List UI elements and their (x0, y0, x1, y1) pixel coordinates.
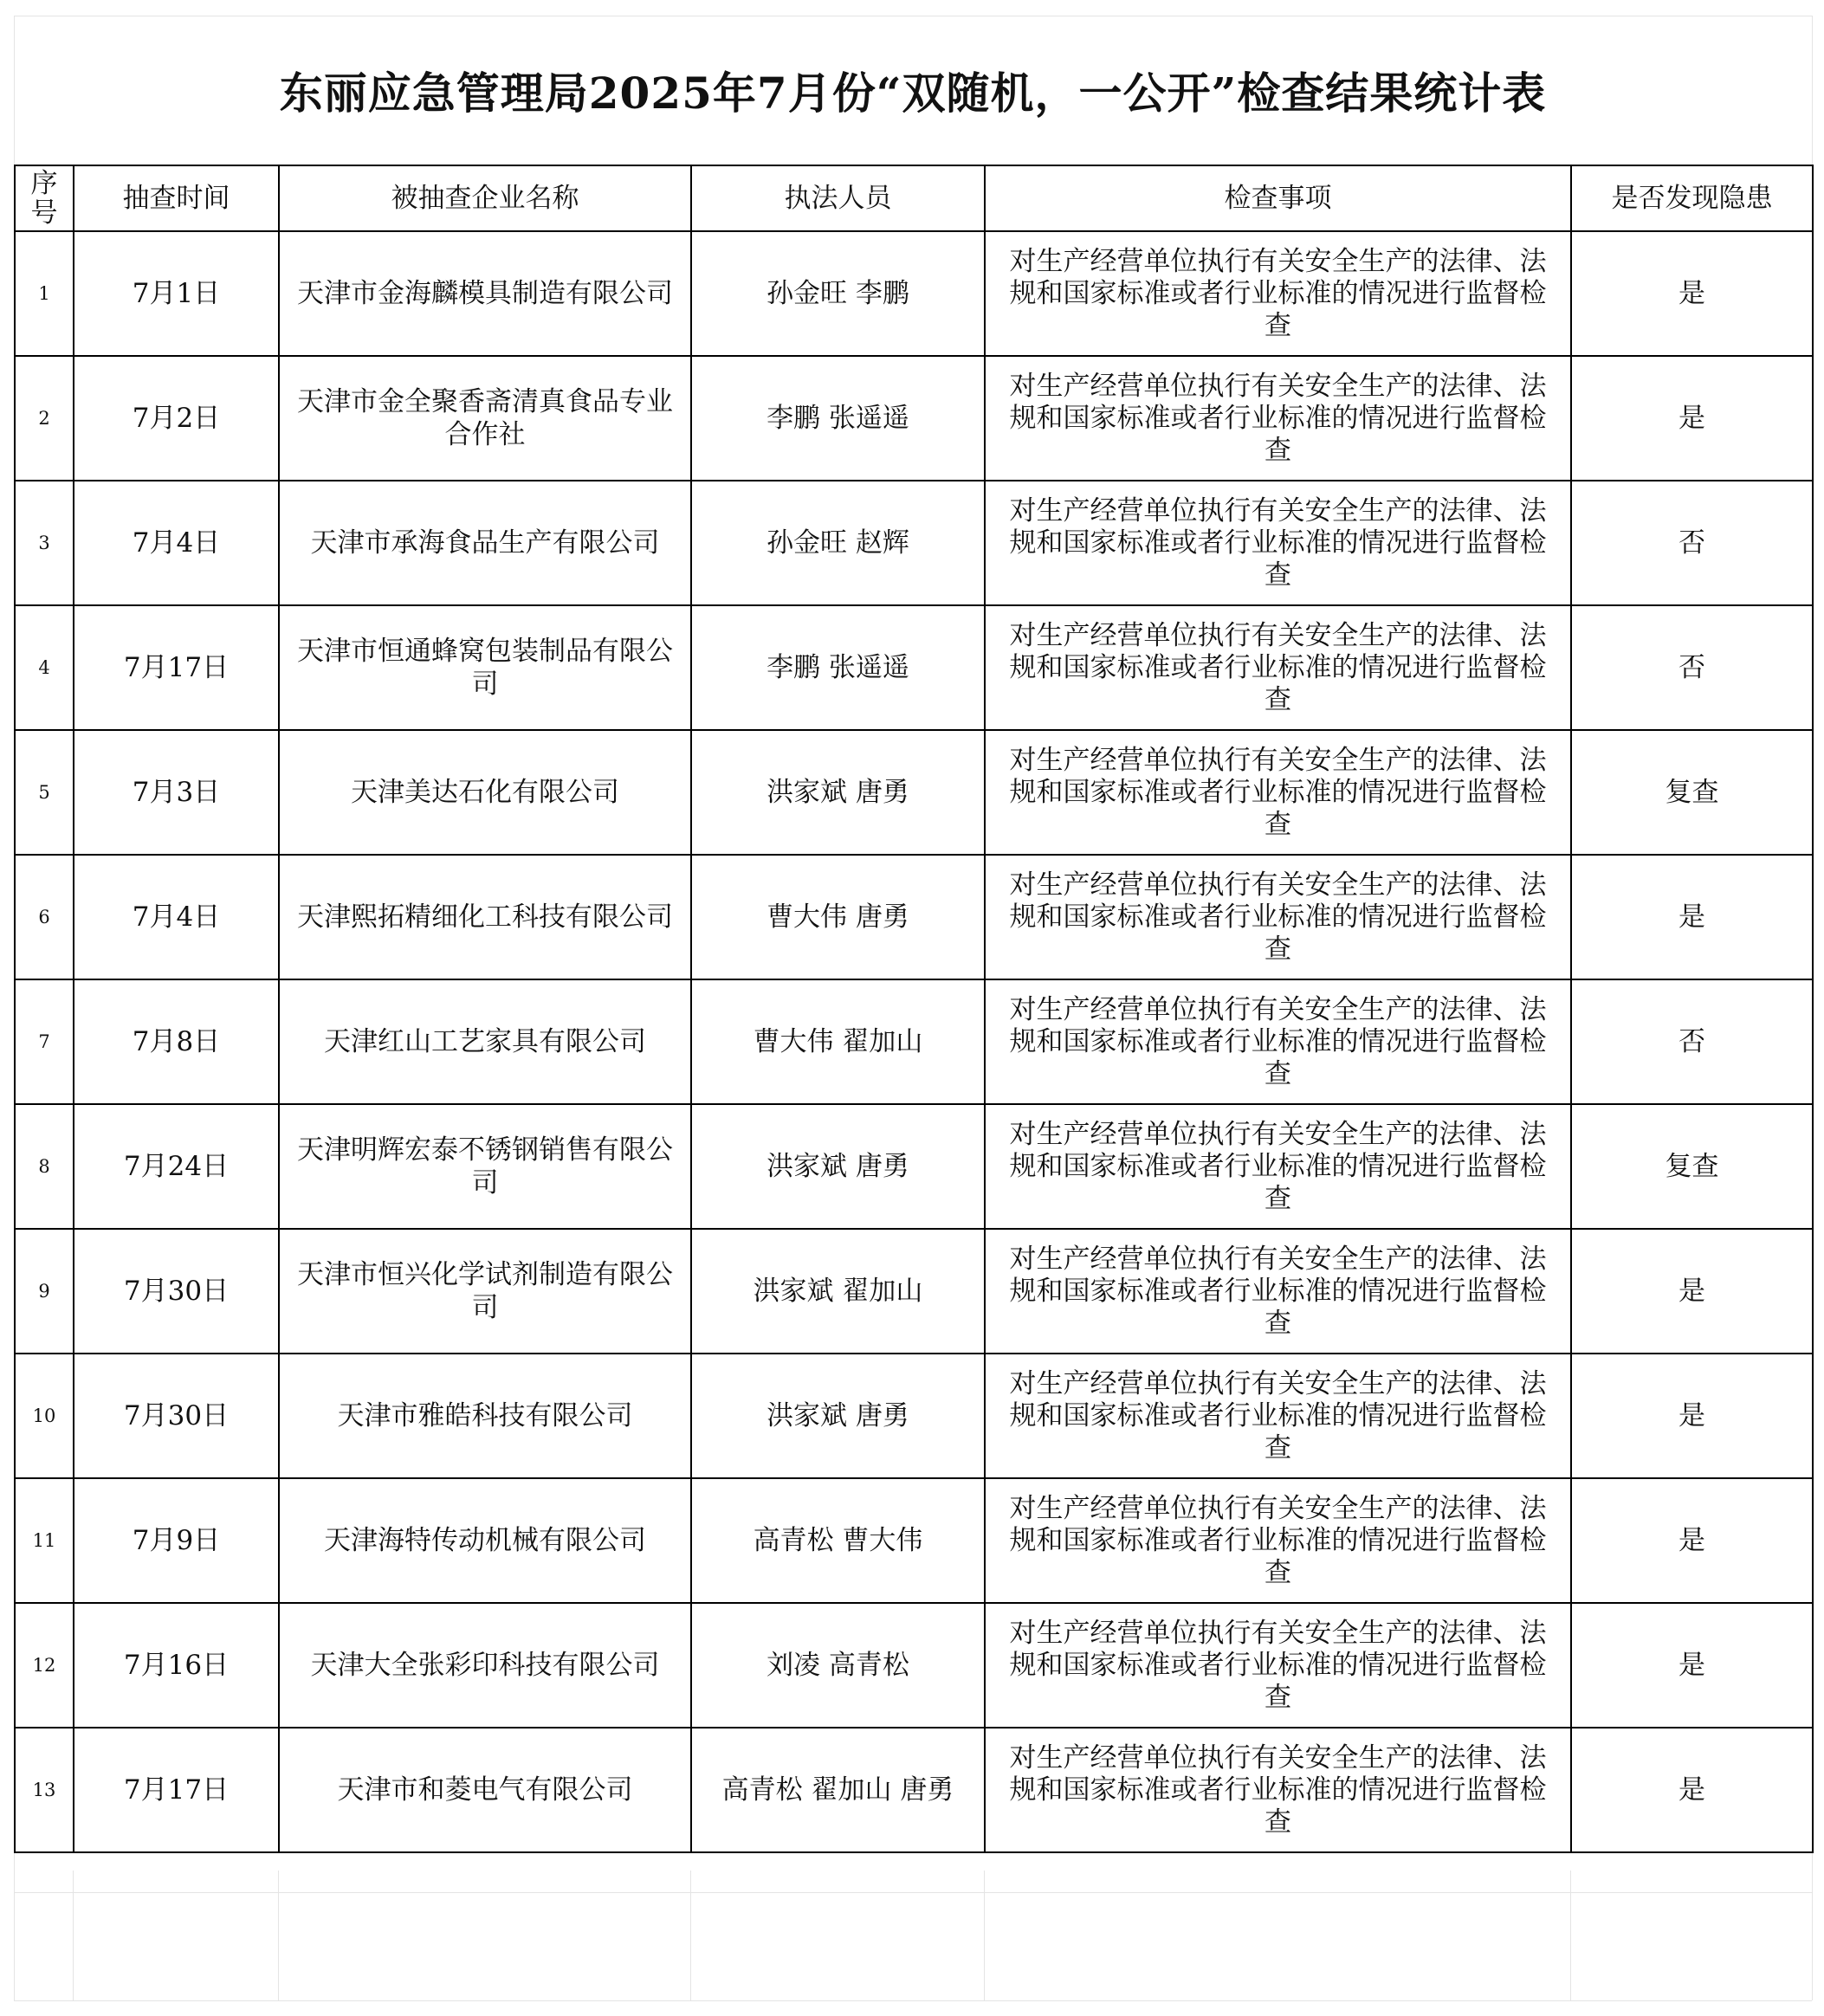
cell-officers: 高青松 曹大伟 (691, 1478, 985, 1603)
header-date: 抽查时间 (74, 165, 279, 231)
cell-inspection-item: 对生产经营单位执行有关安全生产的法律、法规和国家标准或者行业标准的情况进行监督检查 (985, 356, 1571, 481)
cell-seq: 11 (15, 1478, 74, 1603)
cell-inspection-item: 对生产经营单位执行有关安全生产的法律、法规和国家标准或者行业标准的情况进行监督检查 (985, 481, 1571, 605)
cell-inspection-item: 对生产经营单位执行有关安全生产的法律、法规和国家标准或者行业标准的情况进行监督检查 (985, 605, 1571, 730)
cell-seq: 8 (15, 1104, 74, 1229)
cell-seq: 1 (15, 231, 74, 356)
cell-officers: 曹大伟 唐勇 (691, 855, 985, 979)
table-row (15, 1229, 1813, 1354)
header-officers: 执法人员 (691, 165, 985, 231)
cell-inspection-item: 对生产经营单位执行有关安全生产的法律、法规和国家标准或者行业标准的情况进行监督检查 (985, 855, 1571, 979)
cell-date: 7月16日 (74, 1603, 279, 1728)
table-row (15, 1478, 1813, 1603)
header-seq (15, 165, 74, 231)
cell-hazard-found: 是 (1571, 855, 1813, 979)
header-company: 被抽查企业名称 (279, 165, 691, 231)
cell-officers: 洪家斌 唐勇 (691, 1104, 985, 1229)
cell-officers: 高青松 翟加山 唐勇 (691, 1728, 985, 1852)
cell-seq: 12 (15, 1603, 74, 1728)
table-row (15, 730, 1813, 855)
cell-hazard-found: 是 (1571, 1229, 1813, 1354)
cell-inspection-item: 对生产经营单位执行有关安全生产的法律、法规和国家标准或者行业标准的情况进行监督检查 (985, 979, 1571, 1104)
cell-date: 7月3日 (74, 730, 279, 855)
table-row (15, 1104, 1813, 1229)
cell-inspection-item: 对生产经营单位执行有关安全生产的法律、法规和国家标准或者行业标准的情况进行监督检查 (985, 231, 1571, 356)
title-area (14, 16, 1812, 165)
table-row (15, 231, 1813, 356)
cell-officers: 孙金旺 李鹏 (691, 231, 985, 356)
cell-company-name: 天津市雅皓科技有限公司 (279, 1354, 691, 1478)
cell-hazard-found: 是 (1571, 1728, 1813, 1852)
cell-hazard-found: 是 (1571, 1603, 1813, 1728)
page-title: 东丽应急管理局2025年7月份“双随机，一公开”检查结果统计表 (279, 68, 1547, 119)
table-row (15, 1354, 1813, 1478)
cell-seq: 3 (15, 481, 74, 605)
cell-officers: 洪家斌 唐勇 (691, 1354, 985, 1478)
cell-officers: 孙金旺 赵辉 (691, 481, 985, 605)
cell-company-name: 天津市金全聚香斋清真食品专业合作社 (279, 356, 691, 481)
cell-officers: 洪家斌 唐勇 (691, 730, 985, 855)
cell-date: 7月8日 (74, 979, 279, 1104)
table-row (15, 1728, 1813, 1852)
cell-company-name: 天津大全张彩印科技有限公司 (279, 1603, 691, 1728)
cell-date: 7月24日 (74, 1104, 279, 1229)
cell-hazard-found: 否 (1571, 481, 1813, 605)
cell-seq: 6 (15, 855, 74, 979)
cell-hazard-found: 复查 (1571, 730, 1813, 855)
cell-officers: 曹大伟 翟加山 (691, 979, 985, 1104)
cell-company-name: 天津市恒兴化学试剂制造有限公司 (279, 1229, 691, 1354)
table-body (15, 231, 1813, 1852)
cell-seq: 7 (15, 979, 74, 1104)
cell-hazard-found: 是 (1571, 1354, 1813, 1478)
cell-company-name: 天津市恒通蜂窝包装制品有限公司 (279, 605, 691, 730)
cell-company-name: 天津海特传动机械有限公司 (279, 1478, 691, 1603)
cell-company-name: 天津美达石化有限公司 (279, 730, 691, 855)
table-row (15, 855, 1813, 979)
cell-officers: 洪家斌 翟加山 (691, 1229, 985, 1354)
cell-inspection-item: 对生产经营单位执行有关安全生产的法律、法规和国家标准或者行业标准的情况进行监督检查 (985, 730, 1571, 855)
table-row (15, 605, 1813, 730)
cell-inspection-item: 对生产经营单位执行有关安全生产的法律、法规和国家标准或者行业标准的情况进行监督检查 (985, 1728, 1571, 1852)
cell-seq: 10 (15, 1354, 74, 1478)
cell-date: 7月17日 (74, 605, 279, 730)
table-row (15, 1603, 1813, 1728)
table-row (15, 979, 1813, 1104)
cell-inspection-item: 对生产经营单位执行有关安全生产的法律、法规和国家标准或者行业标准的情况进行监督检查 (985, 1603, 1571, 1728)
inspection-results-table (14, 165, 1814, 1853)
cell-date: 7月17日 (74, 1728, 279, 1852)
cell-date: 7月4日 (74, 481, 279, 605)
cell-company-name: 天津市和菱电气有限公司 (279, 1728, 691, 1852)
cell-seq: 2 (15, 356, 74, 481)
cell-hazard-found: 否 (1571, 605, 1813, 730)
cell-hazard-found: 是 (1571, 1478, 1813, 1603)
header-seq-label: 序号 (30, 168, 58, 229)
cell-hazard-found: 复查 (1571, 1104, 1813, 1229)
cell-inspection-item: 对生产经营单位执行有关安全生产的法律、法规和国家标准或者行业标准的情况进行监督检查 (985, 1104, 1571, 1229)
cell-company-name: 天津红山工艺家具有限公司 (279, 979, 691, 1104)
cell-date: 7月30日 (74, 1354, 279, 1478)
header-hazard: 是否发现隐患 (1571, 165, 1813, 231)
cell-seq: 9 (15, 1229, 74, 1354)
cell-date: 7月4日 (74, 855, 279, 979)
cell-date: 7月2日 (74, 356, 279, 481)
cell-inspection-item: 对生产经营单位执行有关安全生产的法律、法规和国家标准或者行业标准的情况进行监督检查 (985, 1478, 1571, 1603)
header-row (15, 165, 1813, 231)
table-header (15, 165, 1813, 231)
table-row (15, 356, 1813, 481)
cell-company-name: 天津市承海食品生产有限公司 (279, 481, 691, 605)
cell-officers: 李鹏 张遥遥 (691, 605, 985, 730)
cell-company-name: 天津市金海麟模具制造有限公司 (279, 231, 691, 356)
cell-hazard-found: 是 (1571, 356, 1813, 481)
cell-seq: 4 (15, 605, 74, 730)
cell-hazard-found: 否 (1571, 979, 1813, 1104)
cell-officers: 李鹏 张遥遥 (691, 356, 985, 481)
cell-company-name: 天津明辉宏泰不锈钢销售有限公司 (279, 1104, 691, 1229)
cell-inspection-item: 对生产经营单位执行有关安全生产的法律、法规和国家标准或者行业标准的情况进行监督检查 (985, 1229, 1571, 1354)
cell-date: 7月9日 (74, 1478, 279, 1603)
cell-seq: 13 (15, 1728, 74, 1852)
cell-date: 7月1日 (74, 231, 279, 356)
table-row (15, 481, 1813, 605)
cell-company-name: 天津熙拓精细化工科技有限公司 (279, 855, 691, 979)
cell-date: 7月30日 (74, 1229, 279, 1354)
cell-seq: 5 (15, 730, 74, 855)
cell-officers: 刘凌 高青松 (691, 1603, 985, 1728)
cell-hazard-found: 是 (1571, 231, 1813, 356)
cell-inspection-item: 对生产经营单位执行有关安全生产的法律、法规和国家标准或者行业标准的情况进行监督检查 (985, 1354, 1571, 1478)
header-item: 检查事项 (985, 165, 1571, 231)
